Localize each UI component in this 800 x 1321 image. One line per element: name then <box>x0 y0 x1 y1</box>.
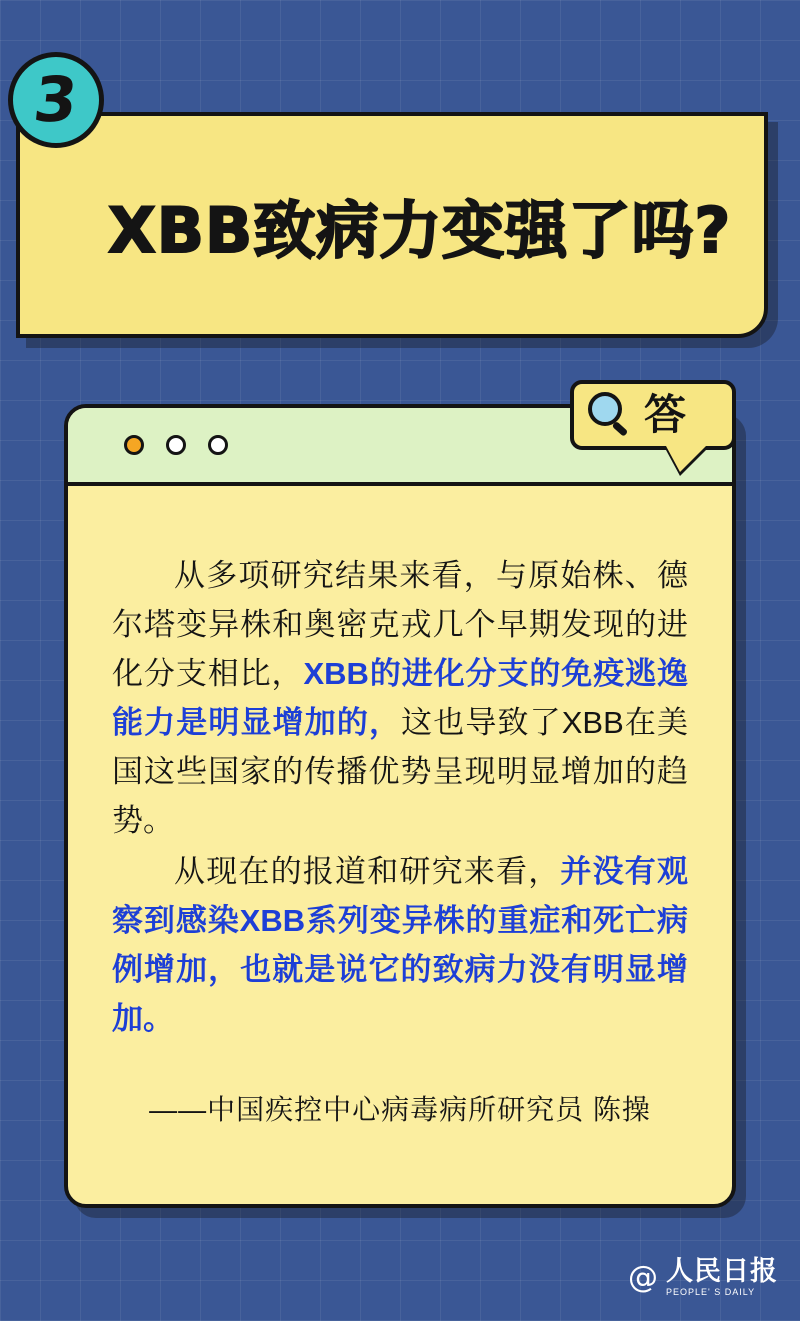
answer-tag-label: 答 <box>644 390 687 439</box>
paragraph-2-run-2: 并没有观察到感染XBB系列变异株的重症和死亡病例增加，也就是说它的致病力没有明显增加。 <box>112 853 689 1036</box>
section-number-badge <box>8 52 104 148</box>
answer-card <box>64 404 736 1208</box>
paragraph-2 <box>112 848 688 1044</box>
window-dot-1 <box>124 435 144 455</box>
paragraph-1-run-2: XBB的进化分支的免疫逃逸能力是明显增加的， <box>112 655 689 740</box>
window-dot-2 <box>166 435 186 455</box>
paragraph-1-run-3: 这也导致了XBB在美国这些国家的传播优势呈现明显增加的趋势。 <box>112 704 689 838</box>
window-dot-3 <box>208 435 228 455</box>
at-icon: @ <box>628 1259 658 1295</box>
paragraph-1-run-1: 从多项研究结果来看，与原始株、德尔塔变异株和奥密克戎几个早期发现的进化分支相比， <box>112 558 688 691</box>
publisher-name-cn: 人民日报 <box>666 1256 778 1287</box>
title-banner <box>16 112 768 338</box>
publisher-name-en: PEOPLE' S DAILY <box>666 1287 756 1297</box>
page-title: XBB致病力变强了吗? <box>108 193 732 267</box>
paragraph-1 <box>112 552 688 846</box>
card-body <box>68 486 732 1128</box>
answer-tag <box>570 380 736 450</box>
paragraph-2-run-1: 从现在的报道和研究来看， <box>174 853 561 889</box>
section-number: 3 <box>30 63 82 136</box>
publisher-logo <box>628 1258 778 1297</box>
magnifier-icon <box>588 392 634 438</box>
attribution: ——中国疾控中心病毒病所研究员 陈操 <box>149 1093 651 1125</box>
